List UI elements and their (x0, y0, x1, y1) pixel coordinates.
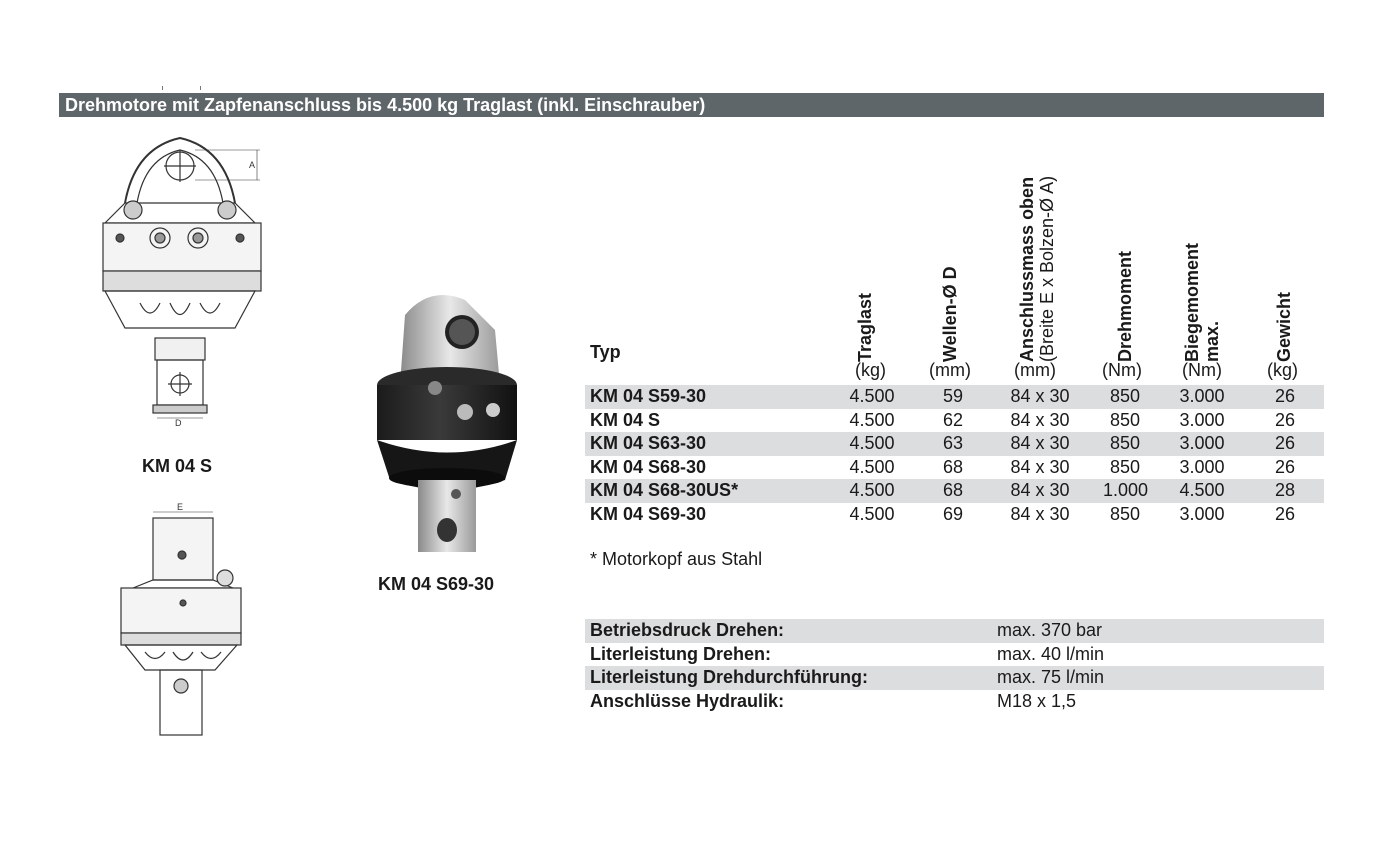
param-row: Betriebsdruck Drehen: max. 370 bar (585, 619, 1324, 643)
unit-gewicht: (kg) (1267, 360, 1298, 380)
unit-anschlussmass: (mm) (1014, 360, 1056, 380)
unit-wellen: (mm) (929, 360, 971, 380)
product-photo (370, 290, 525, 560)
header-anschlussmass: Anschlussmass oben (Breite E x Bolzen-Ø A) (1017, 175, 1057, 362)
dim-label-a: A (249, 160, 256, 170)
table-row: KM 04 S63-30 4.500 63 84 x 30 850 3.000 26 (585, 432, 1324, 456)
dim-label-e: E (177, 502, 184, 512)
front-view-drawing (95, 128, 270, 428)
front-view-caption: KM 04 S (142, 456, 213, 476)
footnote: * Motorkopf aus Stahl (590, 549, 763, 569)
table-row: KM 04 S59-30 4.500 59 84 x 30 850 3.000 26 (585, 385, 1324, 409)
unit-traglast: (kg) (855, 360, 886, 380)
unit-drehmoment: (Nm) (1102, 360, 1142, 380)
section-title-banner: Drehmotore mit Zapfenanschluss bis 4.500 kg Traglast (inkl. Einschrauber) (59, 93, 1324, 117)
param-row: Literleistung Drehdurchführung: max. 75 l/min (585, 666, 1324, 690)
header-gewicht: Gewicht (1274, 291, 1294, 362)
table-row: KM 04 S68-30 4.500 68 84 x 30 850 3.000 26 (590, 456, 1296, 477)
header-traglast: Traglast (855, 292, 875, 362)
header-wellen: Wellen-Ø D (940, 266, 960, 362)
header-drehmoment: Drehmoment (1115, 250, 1135, 362)
param-row: Anschlüsse Hydraulik: M18 x 1,5 (590, 690, 1077, 711)
table-row: KM 04 S 4.500 62 84 x 30 850 3.000 26 (590, 409, 1296, 430)
crop-mark (162, 86, 163, 90)
dim-label-d: D (175, 418, 182, 428)
param-row: Literleistung Drehen: max. 40 l/min (590, 643, 1105, 664)
photo-caption: KM 04 S69-30 (378, 574, 495, 594)
table-row: KM 04 S69-30 4.500 69 84 x 30 850 3.000 26 (590, 503, 1296, 524)
table-row: KM 04 S68-30US* 4.500 68 84 x 30 1.000 4.500 28 (585, 479, 1324, 503)
header-biegemoment: Biegemoment max. (1182, 242, 1222, 362)
side-view-drawing (115, 500, 245, 740)
crop-mark (200, 86, 201, 90)
unit-biegemoment: (Nm) (1182, 360, 1222, 380)
type-column-header: Typ (590, 342, 621, 362)
